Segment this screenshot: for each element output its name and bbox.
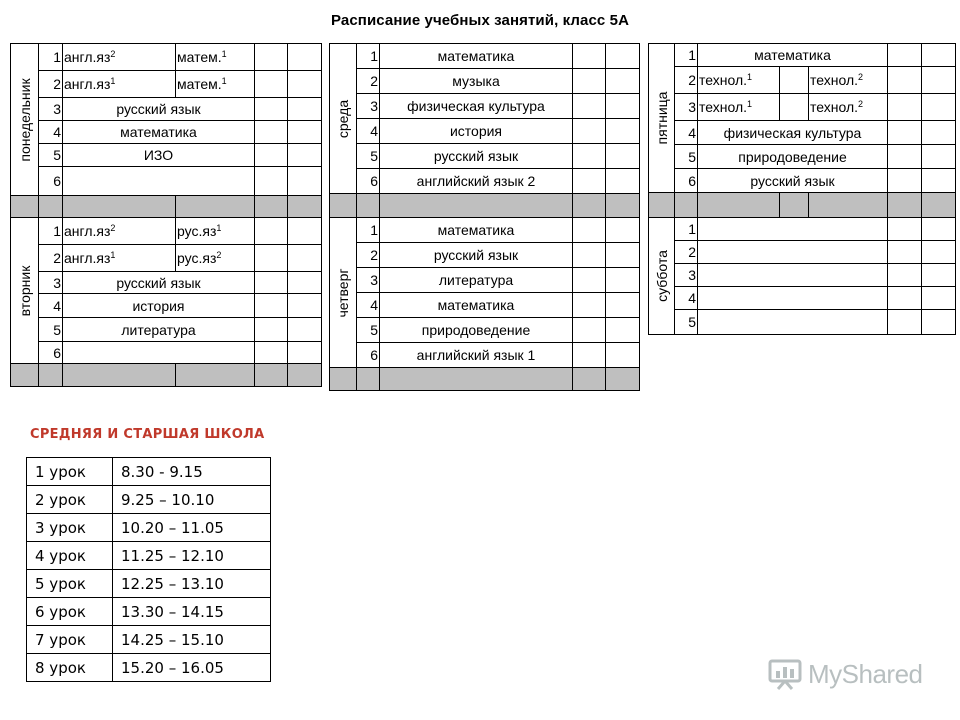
lesson-row <box>649 169 956 193</box>
lesson-number: 5 <box>39 144 63 167</box>
lesson-label: 3 урок <box>27 514 113 542</box>
subject-group-b: матем.$^1$ <box>176 71 255 98</box>
lesson-number: 4 <box>357 293 380 318</box>
lesson-row <box>330 218 640 243</box>
day-label: среда <box>330 44 357 194</box>
subject-group-b: технол.$^2$ <box>809 67 888 94</box>
subject <box>63 167 255 196</box>
subject: русский язык <box>380 243 573 268</box>
lesson-row <box>11 218 322 245</box>
subject: литература <box>63 318 255 342</box>
subject <box>698 218 888 241</box>
subject: история <box>63 294 255 318</box>
subject: английский язык 2 <box>380 169 573 194</box>
lesson-label: 7 урок <box>27 626 113 654</box>
lesson-time: 14.25 – 15.10 <box>113 626 271 654</box>
subject <box>698 287 888 310</box>
lesson-label: 8 урок <box>27 654 113 682</box>
lesson-number: 2 <box>39 245 63 272</box>
lesson-row <box>330 69 640 94</box>
lesson-row <box>11 121 322 144</box>
lesson-row <box>649 44 956 67</box>
lesson-row <box>330 343 640 368</box>
lesson-number: 4 <box>357 119 380 144</box>
page-title: Расписание учебных занятий, класс 5А <box>331 12 629 29</box>
lesson-time: 13.30 – 14.15 <box>113 598 271 626</box>
presentation-board-icon <box>768 657 802 691</box>
day-separator <box>649 193 956 218</box>
subject: английский язык 1 <box>380 343 573 368</box>
subject: история <box>380 119 573 144</box>
schedule-table-left <box>10 43 322 387</box>
day-separator <box>330 368 640 391</box>
bell-schedule-table <box>26 457 271 682</box>
lesson-time: 11.25 – 12.10 <box>113 542 271 570</box>
subject <box>63 342 255 364</box>
lesson-number: 3 <box>357 268 380 293</box>
lesson-number: 3 <box>39 98 63 121</box>
bell-row <box>27 598 271 626</box>
lesson-number: 2 <box>675 67 698 94</box>
lesson-time: 8.30 - 9.15 <box>113 458 271 486</box>
lesson-number: 1 <box>39 44 63 71</box>
subject: русский язык <box>63 272 255 294</box>
lesson-number: 5 <box>357 144 380 169</box>
lesson-number: 6 <box>357 343 380 368</box>
lesson-number: 5 <box>675 145 698 169</box>
subject: математика <box>63 121 255 144</box>
lesson-number: 3 <box>357 94 380 119</box>
subject: русский язык <box>698 169 888 193</box>
subject: математика <box>380 44 573 69</box>
lesson-row <box>649 121 956 145</box>
lesson-number: 2 <box>357 243 380 268</box>
lesson-row <box>11 167 322 196</box>
subject: математика <box>380 218 573 243</box>
bell-row <box>27 570 271 598</box>
lesson-row <box>11 342 322 364</box>
subject: русский язык <box>380 144 573 169</box>
lesson-row <box>11 318 322 342</box>
lesson-number: 6 <box>39 342 63 364</box>
lesson-row <box>330 243 640 268</box>
subject-group-a: технол.$^1$ <box>698 67 780 94</box>
lesson-number: 1 <box>39 218 63 245</box>
subject <box>698 241 888 264</box>
day-separator <box>330 194 640 218</box>
day-separator <box>11 196 322 218</box>
lesson-row <box>11 98 322 121</box>
lesson-row <box>649 218 956 241</box>
lesson-number: 5 <box>357 318 380 343</box>
lesson-number: 6 <box>675 169 698 193</box>
lesson-number: 6 <box>357 169 380 194</box>
subject-group-a: $англ.яз^1$ <box>63 71 176 98</box>
lesson-row <box>11 71 322 98</box>
subject-group-a: $англ.яз^1$ <box>63 245 176 272</box>
lesson-label: 4 урок <box>27 542 113 570</box>
subject-group-b: $рус.яз^2$ <box>176 245 255 272</box>
lesson-number: 3 <box>39 272 63 294</box>
lesson-number: 2 <box>675 241 698 264</box>
lesson-number: 6 <box>39 167 63 196</box>
subject <box>698 264 888 287</box>
lesson-time: 12.25 – 13.10 <box>113 570 271 598</box>
lesson-number: 3 <box>675 94 698 121</box>
lesson-number: 4 <box>39 121 63 144</box>
lesson-number: 1 <box>675 218 698 241</box>
subject-group-a: $англ.яз^2$ <box>63 44 176 71</box>
watermark <box>768 656 923 692</box>
lesson-row <box>11 245 322 272</box>
lesson-label: 2 урок <box>27 486 113 514</box>
lesson-row <box>330 268 640 293</box>
bell-row <box>27 458 271 486</box>
schedule-table-right <box>648 43 956 335</box>
lesson-row <box>11 272 322 294</box>
subject: физическая культура <box>698 121 888 145</box>
lesson-label: 5 урок <box>27 570 113 598</box>
subject: природоведение <box>380 318 573 343</box>
lesson-number: 2 <box>39 71 63 98</box>
lesson-number: 1 <box>357 44 380 69</box>
lesson-row <box>649 67 956 94</box>
bell-row <box>27 626 271 654</box>
lesson-row <box>330 169 640 194</box>
lesson-row <box>11 144 322 167</box>
lesson-row <box>330 44 640 69</box>
lesson-row <box>330 94 640 119</box>
lesson-row <box>330 293 640 318</box>
bell-row <box>27 654 271 682</box>
subject <box>698 310 888 335</box>
day-label: суббота <box>649 218 675 335</box>
bell-row <box>27 514 271 542</box>
lesson-row <box>11 44 322 71</box>
day-label: понедельник <box>11 44 39 196</box>
lesson-time: 15.20 – 16.05 <box>113 654 271 682</box>
lesson-row <box>330 318 640 343</box>
subject: русский язык <box>63 98 255 121</box>
lesson-number: 3 <box>675 264 698 287</box>
watermark-text: MyShared <box>808 658 923 689</box>
subject: музыка <box>380 69 573 94</box>
bell-row <box>27 542 271 570</box>
day-label: четверг <box>330 218 357 368</box>
lesson-time: 10.20 – 11.05 <box>113 514 271 542</box>
lesson-row <box>330 119 640 144</box>
day-label: вторник <box>11 218 39 364</box>
lesson-time: 9.25 – 10.10 <box>113 486 271 514</box>
subject: природоведение <box>698 145 888 169</box>
subject: ИЗО <box>63 144 255 167</box>
lesson-label: 1 урок <box>27 458 113 486</box>
schedule-table-middle <box>329 43 640 391</box>
lesson-row <box>649 310 956 335</box>
subject-group-b: технол.$^2$ <box>809 94 888 121</box>
subject: математика <box>698 44 888 67</box>
subject-group-b: матем.$^1$ <box>176 44 255 71</box>
lesson-number: 2 <box>357 69 380 94</box>
lesson-row <box>649 264 956 287</box>
lesson-number: 1 <box>357 218 380 243</box>
subject-group-a: технол.$^1$ <box>698 94 780 121</box>
lesson-row <box>649 145 956 169</box>
lesson-row <box>11 294 322 318</box>
day-label: пятница <box>649 44 675 193</box>
subject: математика <box>380 293 573 318</box>
lesson-number: 4 <box>675 287 698 310</box>
day-separator <box>11 364 322 387</box>
subject-group-a: $англ.яз^2$ <box>63 218 176 245</box>
lesson-row <box>330 144 640 169</box>
subject-group-b: $рус.яз^1$ <box>176 218 255 245</box>
subject: физическая культура <box>380 94 573 119</box>
lesson-number: 1 <box>675 44 698 67</box>
lesson-label: 6 урок <box>27 598 113 626</box>
lesson-number: 4 <box>675 121 698 145</box>
lesson-row <box>649 94 956 121</box>
lesson-row <box>649 241 956 264</box>
bell-schedule-heading: СРЕДНЯЯ И СТАРШАЯ ШКОЛА <box>30 427 265 442</box>
lesson-row <box>649 287 956 310</box>
bell-row <box>27 486 271 514</box>
subject: литература <box>380 268 573 293</box>
lesson-number: 4 <box>39 294 63 318</box>
lesson-number: 5 <box>39 318 63 342</box>
lesson-number: 5 <box>675 310 698 335</box>
